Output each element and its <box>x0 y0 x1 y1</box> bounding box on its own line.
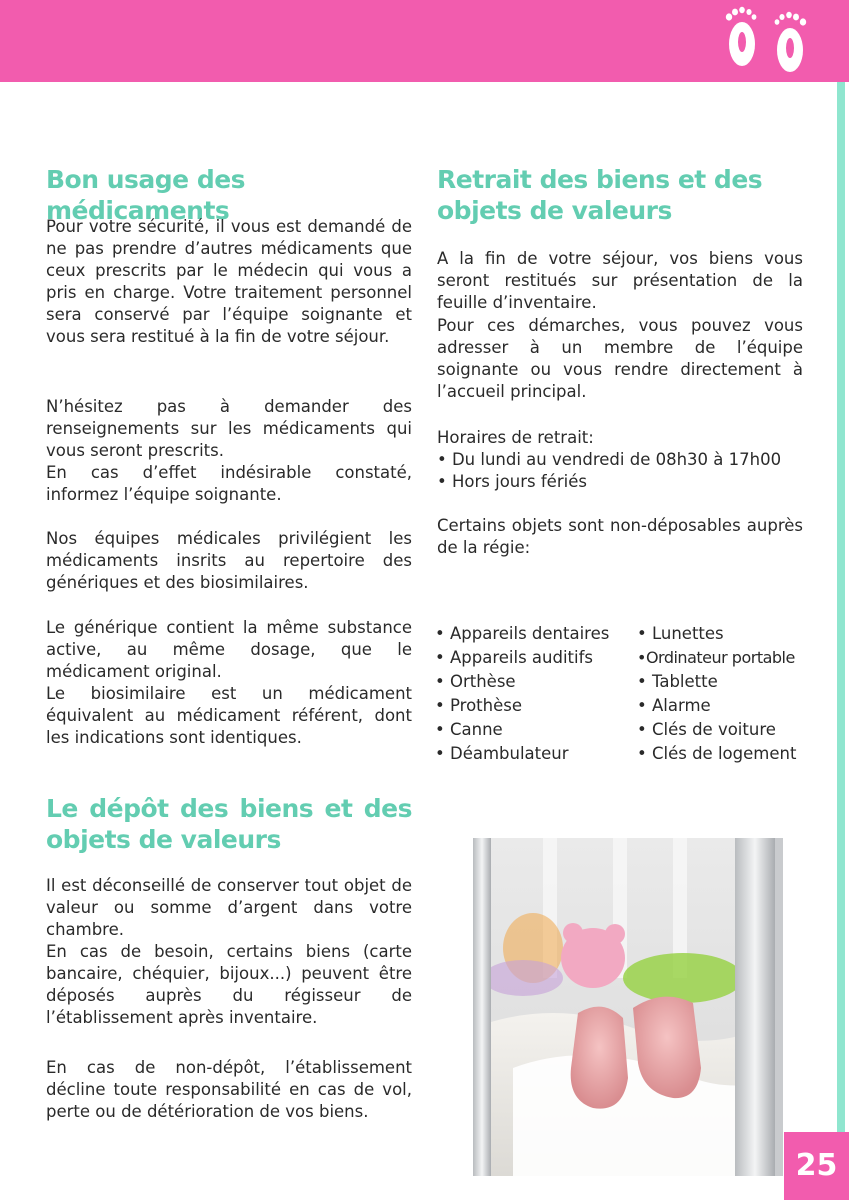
list-item: • Alarme <box>637 694 796 718</box>
page-number: 25 <box>795 1148 838 1183</box>
paragraph: En cas de besoin, certains biens (carte bancaire, chéquier, bijoux...) peuvent être déposés auprès du régisseur de l’établissement après inventaire. <box>46 942 412 1027</box>
list-item: • Appareils dentaires <box>435 622 609 646</box>
non-deposit-list-1 <box>435 622 609 766</box>
paragraph: N’hésitez pas à demander des renseignements sur les médicaments qui vous seront prescrits. <box>46 397 412 460</box>
baby-feet-in-crib-photo <box>473 838 783 1176</box>
list-item: • Clés de logement <box>637 742 796 766</box>
list-item: • Orthèse <box>435 670 609 694</box>
paragraph: Nos équipes médicales privilégient les médicaments insrits au repertoire des génériques et des biosimilaires. <box>46 529 412 592</box>
non-deposit-intro: Certains objets sont non-déposables auprès de la régie: <box>437 516 803 557</box>
list-item: • Lunettes <box>637 622 796 646</box>
paragraph: A la fin de votre séjour, vos biens vous seront restitués sur présentation de la feuille d’inventaire. <box>437 249 803 312</box>
list-item: • Déambulateur <box>435 742 609 766</box>
hours-line: • Du lundi au vendredi de 08h30 à 17h00 <box>437 450 782 469</box>
section-title-withdrawal: Retrait des biens et des objets de valeurs <box>437 165 763 225</box>
baby-feet-icon <box>720 2 816 76</box>
paragraph: Le biosimilaire est un médicament équivalent au médicament référent, dont les indications sont identiques. <box>46 684 412 747</box>
paragraph: En cas de non-dépôt, l’établissement décline toute responsabilité en cas de vol, perte ou de détérioration de vos biens. <box>46 1058 412 1121</box>
paragraph: Le générique contient la même substance active, au même dosage, que le médicament original. <box>46 618 412 681</box>
section-title-deposit: Le dépôt des biens et des objets de valeurs <box>46 794 412 854</box>
non-deposit-list-2 <box>637 622 796 766</box>
paragraph: Il est déconseillé de conserver tout objet de valeur ou somme d’argent dans votre chambre. <box>46 876 412 939</box>
paragraph: Pour votre sécurité, il vous est demandé de ne pas prendre d’autres médicaments que ceux prescrits par le médecin qui vous a pris en charge. Votre traitement personnel sera conservé par l’équipe soignante et vous sera restitué à la fin de votre séjour. <box>46 217 412 346</box>
list-item: • Appareils auditifs <box>435 646 609 670</box>
list-item: • Tablette <box>637 670 796 694</box>
hours-label: Horaires de retrait: <box>437 428 594 447</box>
section-title-medications: Bon usage des médicaments <box>46 165 246 225</box>
side-accent-line <box>837 82 845 1132</box>
paragraph: En cas d’effet indésirable constaté, informez l’équipe soignante. <box>46 463 412 504</box>
list-item: • Prothèse <box>435 694 609 718</box>
list-item: • Canne <box>435 718 609 742</box>
list-item: • Ordinateur portable <box>637 646 796 670</box>
hours-line: • Hors jours fériés <box>437 472 587 491</box>
page-number-box <box>784 1132 849 1200</box>
list-item: • Clés de voiture <box>637 718 796 742</box>
paragraph: Pour ces démarches, vous pouvez vous adresser à un membre de l’équipe soignante ou vous rendre directement à l’accueil principal. <box>437 316 803 401</box>
